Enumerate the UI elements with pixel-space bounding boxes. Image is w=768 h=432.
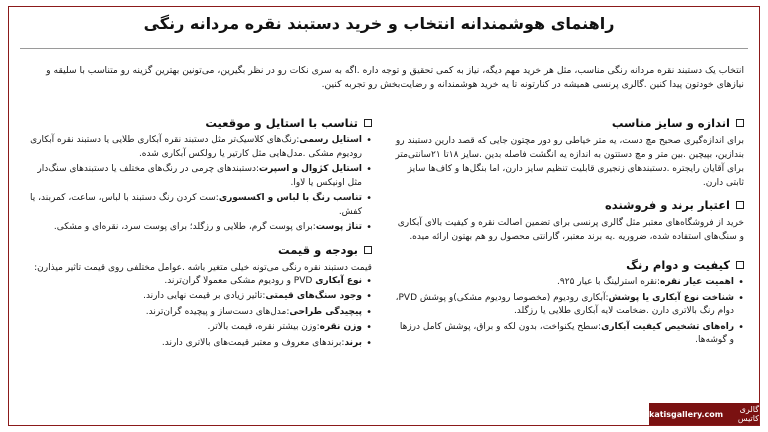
brand-section [394, 198, 744, 244]
title-divider [20, 48, 748, 49]
list-item: • شناخت نوع آبکاری یا پوشش:آبکاری رودیوم (مخصوصا رودیوم مشکی)و پوشش PVD، دوام رنگ بالاتری دارن .ضخامت لایه آبکاری طلایی یا رزگلد. [394, 292, 744, 319]
brand-heading: اعتبار برند و فروشنده [605, 198, 730, 212]
list-item: • وجود سنگ‌های قیمتی:تاثیر زیادی بر قیمت نهایی دارند. [22, 290, 372, 304]
quality-list [394, 276, 744, 348]
footer-domain[interactable]: katisgallery.com [649, 409, 724, 419]
list-item: • تناژ پوست:برای پوست گرم، طلایی و رزگلد؛ برای پوست سرد، نقره‌ای و مشکی. [22, 221, 372, 235]
intro-paragraph: انتخاب یک دستبند نقره مردانه رنگی مناسب، مثل هر خرید مهم دیگه، نیاز به کمی تحقیق و توجه داره .اگه به سری نکات رو در نظر بگیرین، می‌تونین بهترین گزینه رو متناسب با سلیقه و نیازهای خودتون پیدا کنین .گالری پرنسی همیشه در کنارتونه تا یه خرید هوشمندانه و رضایت‌بخش رو تجربه کنین. [46, 65, 744, 90]
checkbox-icon [736, 201, 744, 209]
budget-section [22, 243, 372, 351]
budget-text: قیمت دستبند نقره رنگی می‌تونه خیلی متغیر باشه .عوامل مختلفی روی قیمت تاثیر میذارن: [34, 262, 372, 273]
footer-name: گالری کاتیس [737, 405, 759, 423]
list-item: • نوع آبکاری PVD و رودیوم مشکی معمولا گران‌ترند. [22, 275, 372, 289]
checkbox-icon [364, 119, 372, 127]
budget-heading: بودجه و قیمت [278, 242, 358, 257]
list-item: • راه‌های تشخیص کیفیت آبکاری:سطح یکنواخت، بدون لکه و براق، پوشش کامل درزها و گوشه‌ها. [394, 321, 744, 348]
size-section [394, 116, 744, 190]
size-text: برای اندازه‌گیری صحیح مچ دست، یه متر خیاطی رو دور مچتون جایی که قصد دارین دستبند رو بندازین، بپیچین .بین متر و مچ دستتون به اندازه یه انگشت فاصله بدین .سایز ۱۸تا ۲۱سانتی‌متر برای آقایان رایجتره .دستبندهای زنجیری قابلیت تنظیم سایز دارن، اما بنگل‌ها و کاف‌ها سایز ثابتی دارن. [395, 136, 744, 188]
style-heading: تناسب با استایل و موقعیت [205, 116, 358, 130]
list-item: • تناسب رنگ با لباس و اکسسوری:ست کردن رنگ دستبند با لباس، ساعت، کمربند، یا کفش. [22, 192, 372, 219]
checkbox-icon [736, 119, 744, 127]
list-item: • استایل رسمی:رنگ‌های کلاسیک‌تر مثل دستبند نقره آبکاری طلایی یا دستبند نقره آبکاری رودیوم مشکی .مدل‌هایی مثل کارتیر یا رولکس آبکاری شده. [22, 134, 372, 161]
right-column [394, 116, 744, 356]
list-item: • استایل کژوال و اسپرت:دستبندهای چرمی در رنگ‌های مختلف یا دستبندهای سنگ‌دار مثل اونیکس یا لاوا. [22, 163, 372, 190]
brand-text: خرید از فروشگاه‌های معتبر مثل گالری پرنسی برای تضمین اصالت نقره و کیفیت بالای آبکاری و سنگ‌های استفاده شده، ضروریه .یه برند معتبر، گارانتی محصول رو هم بهتون ارائه میده. [397, 218, 744, 242]
quality-section [394, 258, 744, 348]
budget-list [22, 275, 372, 351]
page-title: راهنمای هوشمندانه انتخاب و خرید دستبند نقره مردانه رنگی [143, 14, 615, 33]
size-heading: اندازه و سایز مناسب [611, 116, 730, 130]
style-section [22, 116, 372, 235]
list-item: • برند:برندهای معروف و معتبر قیمت‌های بالاتری دارند. [22, 337, 372, 351]
quality-heading: کیفیت و دوام رنگ [626, 258, 730, 272]
list-item: • اهمیت عیار نقره:نقره استرلینگ با عیار ۹۲۵. [394, 276, 744, 290]
left-column [22, 116, 372, 358]
checkbox-icon [364, 246, 372, 254]
style-list [22, 134, 372, 235]
list-item: • وزن نقره:وزن بیشتر نقره، قیمت بالاتر. [22, 321, 372, 335]
checkbox-icon [736, 261, 744, 269]
list-item: • پیچیدگی طراحی:مدل‌های دست‌ساز و پیچیده گران‌ترند. [22, 306, 372, 320]
footer-badge[interactable] [649, 403, 759, 425]
